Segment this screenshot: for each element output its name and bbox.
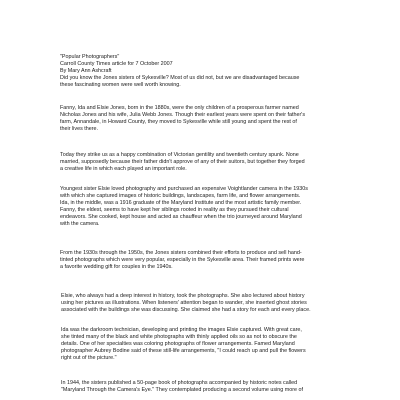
paragraph-3-line-2: with which she captured images of historic buildings, landscapes, farm life, and flower arrangements. — [60, 193, 301, 199]
paragraph-3-line-5: endeavors. She cooked, kept house and acted as chauffeur when the trio journeyed around Maryland — [60, 214, 302, 220]
article-source: Carroll County Times article for 7 October 2007 — [60, 61, 173, 67]
paragraph-4-line-2: tinted photographs which were very popular, especially in the Sykesville area. Their framed prints were — [60, 257, 305, 263]
intro-line-2: these fascinating women were well worth knowing. — [60, 82, 181, 88]
paragraph-1-line-4: their lives there. — [60, 126, 99, 132]
paragraph-5-line-3: associated with the buildings she was discussing. She claimed she had a story for each and every place. — [61, 307, 311, 313]
intro-line-1: Did you know the Jones sisters of Sykesville? Most of us did not, but we are disadvantaged because — [60, 75, 300, 81]
paragraph-7-line-1: In 1944, the sisters published a 50-page book of photographs accompanied by historic notes called — [61, 380, 298, 386]
paragraph-4-line-1: From the 1930s through the 1950s, the Jones sisters combined their efforts to produce and sell hand- — [60, 250, 302, 256]
paragraph-1-line-2: Nicholas Jones and his wife, Julia Webb Jones. Though their earliest years were spent on their father's — [60, 112, 306, 118]
paragraph-7-line-2: "Maryland Through the Camera's Eye." They contemplated producing a second volume using more of — [61, 387, 303, 393]
paragraph-6-line-2: she tinted many of the black and white photographs with thinly applied oils so as not to obscure the — [61, 334, 297, 340]
paragraph-4-line-3: a favorite wedding gift for couples in the 1940s. — [60, 264, 173, 270]
paragraph-1-line-3: farm, Annandale, in Howard County, they moved to Sykesville while still young and spent the rest of — [60, 119, 297, 125]
paragraph-3-line-4: Fanny, the eldest, seems to have kept her siblings rooted in reality as they pursued their cultural — [60, 207, 289, 213]
paragraph-6-line-4: photographer Aubrey Bodine said of these still-life arrangements, "I could reach up and pull the flowers — [61, 348, 306, 354]
article-title: "Popular Photographers" — [60, 54, 120, 60]
article-byline: By Mary Ann Ashcraft — [60, 68, 112, 74]
paragraph-2-line-2: married, supposedly because their father didn't approve of any of their suitors, but together they forged — [60, 159, 305, 165]
paragraph-5-line-1: Elsie, who always had a deep interest in history, took the photographs. She also lectured about history — [61, 293, 305, 299]
paragraph-5-line-2: using her pictures as illustrations. When listeners' attention began to wander, she inserted ghost stories — [61, 300, 307, 306]
paragraph-1-line-1: Fanny, Ida and Elsie Jones, born in the 1880s, were the only children of a prosperous farmer named — [60, 105, 299, 111]
paragraph-3-line-1: Youngest sister Elsie loved photography and purchased an expensive Voightlander camera in the 1930s — [60, 186, 308, 192]
paragraph-3-line-6: with the camera. — [60, 221, 100, 227]
paragraph-6-line-5: right out of the picture." — [61, 355, 117, 361]
paragraph-2-line-1: Today they strike us as a happy combination of Victorian gentility and twentieth century spunk. None — [60, 152, 299, 158]
paragraph-3-line-3: Ida, in the middle, was a 1916 graduate of the Maryland Institute and the most artistic family member. — [60, 200, 302, 206]
paragraph-6-line-3: details. One of her specialties was coloring photographs of flower arrangements. Famed Maryland — [61, 341, 295, 347]
paragraph-2-line-3: a creative life in which each played an important role. — [60, 166, 187, 172]
paragraph-6-line-1: Ida was the darkroom technician, developing and printing the images Elsie captured. With great care, — [61, 327, 302, 333]
